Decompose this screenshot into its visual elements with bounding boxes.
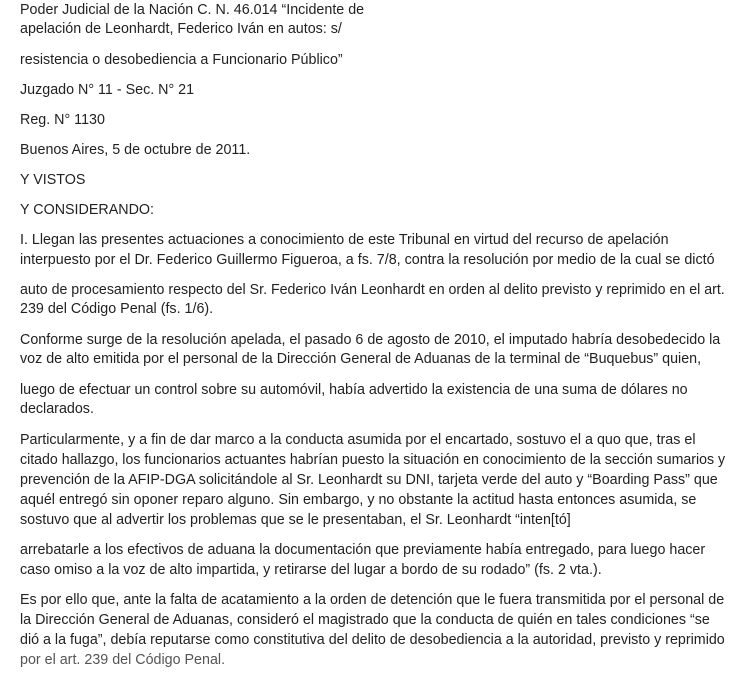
paragraph-2-line-1: auto de procesamiento respecto del Sr. Federico Iván Leonhardt en orden al delito previsto y reprimido en el art. (20, 282, 725, 298)
paragraph-5-line-2: citado hallazgo, los funcionarios actuantes habrían puesto la situación en conocimiento de la sección sumarios y (20, 452, 726, 468)
paragraph-4-line-2: declarados. (20, 401, 94, 417)
paragraph-3-line-2: voz de alto emitida por el personal de la Dirección General de Aduanas de la terminal de “Buquebus” quien, (20, 351, 702, 367)
paragraph-3-line-1: Conforme surge de la resolución apelada, el pasado 6 de agosto de 2010, el imputado habría desobedecido la (20, 332, 721, 348)
heading-line-3: resistencia o desobediencia a Funcionario Público” (20, 52, 343, 68)
paragraph-7-line-3: dió a la fuga”, debía reputarse como constitutiva del delito de desobediencia a la autoridad, previsto y reprimido (20, 632, 725, 648)
paragraph-5-line-3: prevención de la AFIP-DGA solicitándole al Sr. Leonhardt su DNI, tarjeta verde del auto y “Boarding Pass” que (20, 472, 718, 488)
considerando-line: Y CONSIDERANDO: (20, 202, 154, 218)
paragraph-1-line-2: interpuesto por el Dr. Federico Guillermo Figueroa, a fs. 7/8, contra la resolución por medio de la cual se dictó (20, 252, 715, 268)
paragraph-1-line-1: I. Llegan las presentes actuaciones a conocimiento de este Tribunal en virtud del recurso de apelación (20, 232, 669, 248)
paragraph-2-line-2: 239 del Código Penal (fs. 1/6). (20, 301, 214, 317)
registry-line: Reg. N° 1130 (20, 112, 105, 128)
paragraph-7-line-1: Es por ello que, ante la falta de acatamiento a la orden de detención que le fuera transmitida por el personal de (20, 592, 725, 608)
paragraph-7-line-2: la Dirección General de Aduanas, consideró el magistrado que la conducta de quién en tales condiciones “se (20, 612, 710, 628)
court-line: Juzgado N° 11 - Sec. N° 21 (20, 82, 195, 98)
paragraph-6-line-1: arrebatarle a los efectivos de aduana la documentación que previamente había entregado, para luego hacer (20, 542, 706, 558)
place-date-line: Buenos Aires, 5 de octubre de 2011. (20, 142, 251, 158)
heading-line-1: Poder Judicial de la Nación C. N. 46.014 “Incidente de (20, 2, 365, 18)
paragraph-5-line-5: sostuvo que al advertir los problemas que se le presentaban, el Sr. Leonhardt “inten[tó] (20, 512, 571, 528)
vistos-line: Y VISTOS (20, 172, 86, 188)
paragraph-5-line-4: aquél entregó sin oponer reparo alguno. Sin embargo, y no obstante la actitud hasta entonces asumida, se (20, 492, 697, 508)
heading-line-2: apelación de Leonhardt, Federico Iván en autos: s/ (20, 21, 342, 37)
paragraph-6-line-2: caso omiso a la voz de alto impartida, y retirarse del lugar a bordo de su rodado” (fs. 2 vta.). (20, 562, 602, 578)
paragraph-7-line-4: por el art. 239 del Código Penal. (20, 652, 226, 668)
paragraph-4-line-1: luego de efectuar un control sobre su automóvil, había advertido la existencia de una suma de dólares no (20, 382, 688, 398)
paragraph-5-line-1: Particularmente, y a fin de dar marco a la conducta asumida por el encartado, sostuvo el a quo que, tras el (20, 432, 696, 448)
